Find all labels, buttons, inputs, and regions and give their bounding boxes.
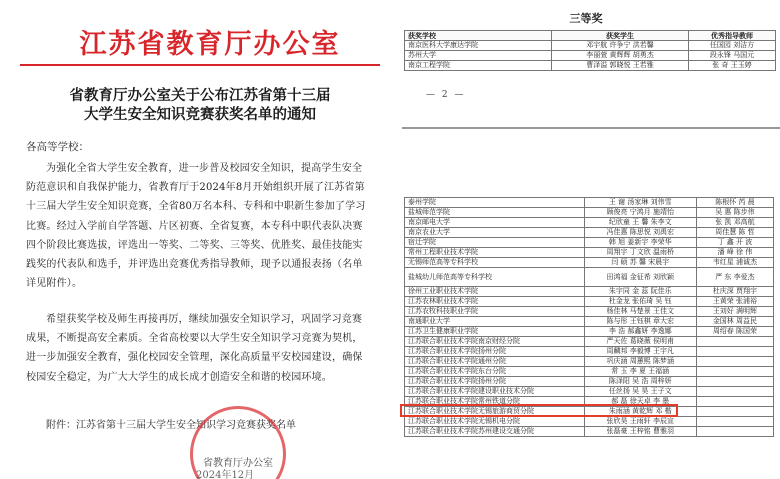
cell-students: 曹泽溢 郭晓悦 王若雅 [552, 61, 689, 71]
table-row [405, 367, 774, 377]
cell-teachers [696, 377, 773, 387]
cell-students: 闫 硕 苏 馨 宋晨宇 [584, 258, 696, 268]
cell-school: 南京工程学院 [405, 61, 552, 71]
page-divider [402, 127, 780, 129]
cell-students: 周麟邦 李毅博 王宇凡 [584, 347, 696, 357]
cell-school: 宿迁学院 [405, 238, 585, 248]
table-row [405, 61, 776, 71]
cell-teachers [696, 367, 773, 377]
cell-school: 江苏联合职业技术学院无锡旅游商贸分院 [405, 407, 585, 417]
header-teachers: 优秀指导教师 [689, 31, 776, 41]
title-line-2: 大学生安全知识竞赛获奖名单的通知 [84, 106, 316, 123]
cell-students: 李丽萱 黄辉辉 胡勇杰 [552, 51, 689, 61]
body-paragraph-1: 为强化全省大学生安全教育，进一步普及校园安全知识，提高学生安全防范意识和自我保护能力，省教育厅于2024年8月开始组织开展了江苏省第十三届大学生安全知识竞赛，全省80万名本科、专科和中职新生参加了学习比赛。经过入学前自学答题、片区初赛、全省复赛，本专科中职代表队决赛四个阶段比赛选拔，评选出一等奖、二等奖、三等奖、优胜奖、最佳技能实践奖的代表队和选手，并评选出竞赛优秀指导教师，现予以通报表扬（名单详见附件）。 [26, 163, 366, 290]
table-row [405, 317, 774, 327]
cell-teachers: 杜庆深 贾翔宇 [696, 287, 773, 297]
cell-school: 无锡师范高等专科学校 [405, 258, 585, 268]
table-row [405, 228, 774, 238]
cell-students: 严天佐 葛晓薇 侯明甫 [584, 337, 696, 347]
cell-students: 李 浩 郝鑫妍 李逸娜 [584, 327, 696, 337]
table-row [405, 307, 774, 317]
cell-students: 顾俊亮 宁鸿月 施靖怡 [584, 208, 696, 218]
table-header-row [405, 31, 776, 41]
cell-school: 江苏联合职业技术学院建设职业技术分院 [405, 387, 585, 397]
table-row [405, 347, 774, 357]
cell-school: 江苏联合职业技术学院东台分院 [405, 367, 585, 377]
cell-teachers: 王刘好 满明辉 [696, 307, 773, 317]
table-row [405, 297, 774, 307]
cell-school: 江苏联合职业技术学院南京财经分院 [405, 337, 585, 347]
table-row [405, 327, 774, 337]
cell-school: 南京邮电大学 [405, 218, 585, 228]
third-prize-table-continued [404, 197, 774, 437]
third-prize-title: 三等奖 [569, 12, 603, 25]
cell-school: 江苏农林职业技术学院 [405, 297, 585, 307]
award-list-pages [392, 0, 780, 479]
red-letterhead: 江苏省教育厅办公室 [79, 29, 341, 60]
salutation: 各高等学校： [26, 141, 89, 153]
cell-school: 江苏联合职业技术学院扬州分院 [405, 377, 585, 387]
table-row [405, 268, 774, 287]
cell-school: 苏州大学 [405, 51, 552, 61]
table-row [405, 218, 774, 228]
cell-students: 朱雨涵 黄乾辉 邓 楷 [584, 407, 696, 417]
third-prize-table-top [404, 30, 776, 71]
cell-teachers: 吴 惠 陈步伟 [696, 208, 773, 218]
table-row [405, 337, 774, 347]
cell-teachers: 周佳慧 陈 哲 [696, 228, 773, 238]
cell-school: 江苏联合职业技术学院无锡机电分院 [405, 417, 585, 427]
table-row [405, 417, 774, 427]
cell-teachers: 丁 鑫 开 波 [696, 238, 773, 248]
table-row [405, 427, 774, 437]
cell-school: 江苏农牧科技职业学院 [405, 307, 585, 317]
table-row [405, 258, 774, 268]
cell-students: 邓宇航 许争宁 洪若馨 [552, 41, 689, 51]
cell-teachers: 金国林 周益民 [696, 317, 773, 327]
cell-school: 盐城幼儿师范高等专科学校 [405, 268, 585, 287]
cell-teachers [696, 397, 773, 407]
table-row [405, 287, 774, 297]
cell-students: 王 谢 汤家琳 刘伟雪 [584, 198, 696, 208]
red-divider-line [20, 64, 380, 66]
cell-students: 杨佳林 马楚景 王佳文 [584, 307, 696, 317]
table-row [405, 51, 776, 61]
cell-teachers: 王黄荣 张浦裕 [696, 297, 773, 307]
seal-org-name: 省教育厅办公室 [203, 458, 273, 469]
attachment-note: 附件：江苏省第十三届大学生安全知识学习竞赛获奖名单 [46, 420, 296, 431]
cell-teachers: 段永锋 马国元 [689, 51, 776, 61]
cell-teachers [696, 427, 773, 437]
cell-school: 江苏卫生健康职业学院 [405, 327, 585, 337]
cell-teachers [696, 417, 773, 427]
cell-students: 郝 磊 徐天卓 李 墨 [584, 397, 696, 407]
cell-teachers: 张 凯 邓高航 [696, 218, 773, 228]
cell-teachers: 潘 峰 徐 伟 [696, 248, 773, 258]
document-title [50, 86, 350, 124]
table-row [405, 248, 774, 258]
cell-students: 张磊豪 王梓铭 曹雅羽 [584, 427, 696, 437]
cell-students: 陈泽阳 吴 浩 周梓妍 [584, 377, 696, 387]
header-school: 获奖学校 [405, 31, 552, 41]
cell-teachers: 严 东 李爱杰 [696, 268, 773, 287]
highlight-box [400, 404, 678, 417]
page-number: — 2 — [426, 90, 466, 100]
cell-students: 朱宇同 金 蕊 阮佳乐 [584, 287, 696, 297]
cell-school: 常州工程职业技术学院 [405, 248, 585, 258]
cell-school: 徐州工业职业技术学院 [405, 287, 585, 297]
table-row [405, 387, 774, 397]
cell-school: 江苏联合职业技术学院通州分院 [405, 357, 585, 367]
table-row [405, 208, 774, 218]
table-row [405, 238, 774, 248]
cell-students: 任丝扬 吴 昊 王子文 [584, 387, 696, 397]
body-paragraph-2: 希望获奖学校及师生再接再厉，继续加强安全知识学习，巩固学习竞赛成果，不断提高安全素质。全省高校要以大学生安全知识学习竞赛为契机，进一步加强安全教育，强化校园安全管理，深化高质量平安校园建设，确保校园安全稳定，为广大大学生的成长成才创造安全和谐的校园环境。 [26, 314, 363, 383]
cell-teachers [696, 347, 773, 357]
cell-school: 南京医科大学康达学院 [405, 41, 552, 51]
header-students: 获奖学生 [552, 31, 689, 41]
cell-teachers [696, 357, 773, 367]
cell-school: 泰州学院 [405, 198, 585, 208]
cell-students: 纪欣童 王 馨 朱李文 [584, 218, 696, 228]
table-row [405, 41, 776, 51]
cell-students: 巩庆涵 周蕙熙 陈梦涵 [584, 357, 696, 367]
cell-school: 江苏联合职业技术学院苏州建设交通分院 [405, 427, 585, 437]
cell-students: 张欣昊 王雨轩 李辰宣 [584, 417, 696, 427]
cell-teachers: 韦红星 浦诚杰 [696, 258, 773, 268]
cell-students: 杜金龙 张佑琦 吴 钰 [584, 297, 696, 307]
cell-school: 南通职业大学 [405, 317, 585, 327]
cell-students: 陈与彤 王钰棋 章大宏 [584, 317, 696, 327]
cell-students: 田鸿福 金征希 刘欣颖 [584, 268, 696, 287]
seal-date: 2024年12月 [196, 470, 255, 479]
cell-school: 盐城师范学院 [405, 208, 585, 218]
cell-students: 常 玉 李 夏 王福涵 [584, 367, 696, 377]
cell-students: 周翔宇 丁文欣 温雨桥 [584, 248, 696, 258]
cell-school: 江苏联合职业技术学院扬州分院 [405, 347, 585, 357]
cell-students: 韩 旭 姜新宇 李荣华 [584, 238, 696, 248]
title-line-1: 省教育厅办公室关于公布江苏省第十三届 [69, 87, 331, 104]
cell-school: 江苏联合职业技术学院常州铁道分院 [405, 397, 585, 407]
cell-teachers: 任国园 刘洁方 [689, 41, 776, 51]
cell-teachers [696, 387, 773, 397]
cell-teachers [696, 407, 773, 417]
cell-teachers: 陈根怀 芮 晨 [696, 198, 773, 208]
table-row [405, 377, 774, 387]
cell-students: 冯佳惠 陈思悦 刘禹宏 [584, 228, 696, 238]
cell-teachers: 张 奇 王玉婷 [689, 61, 776, 71]
table-row [405, 198, 774, 208]
cell-teachers: 周绍春 陈国荣 [696, 327, 773, 337]
table-row [405, 357, 774, 367]
cell-teachers [696, 337, 773, 347]
cell-school: 南京农业大学 [405, 228, 585, 238]
